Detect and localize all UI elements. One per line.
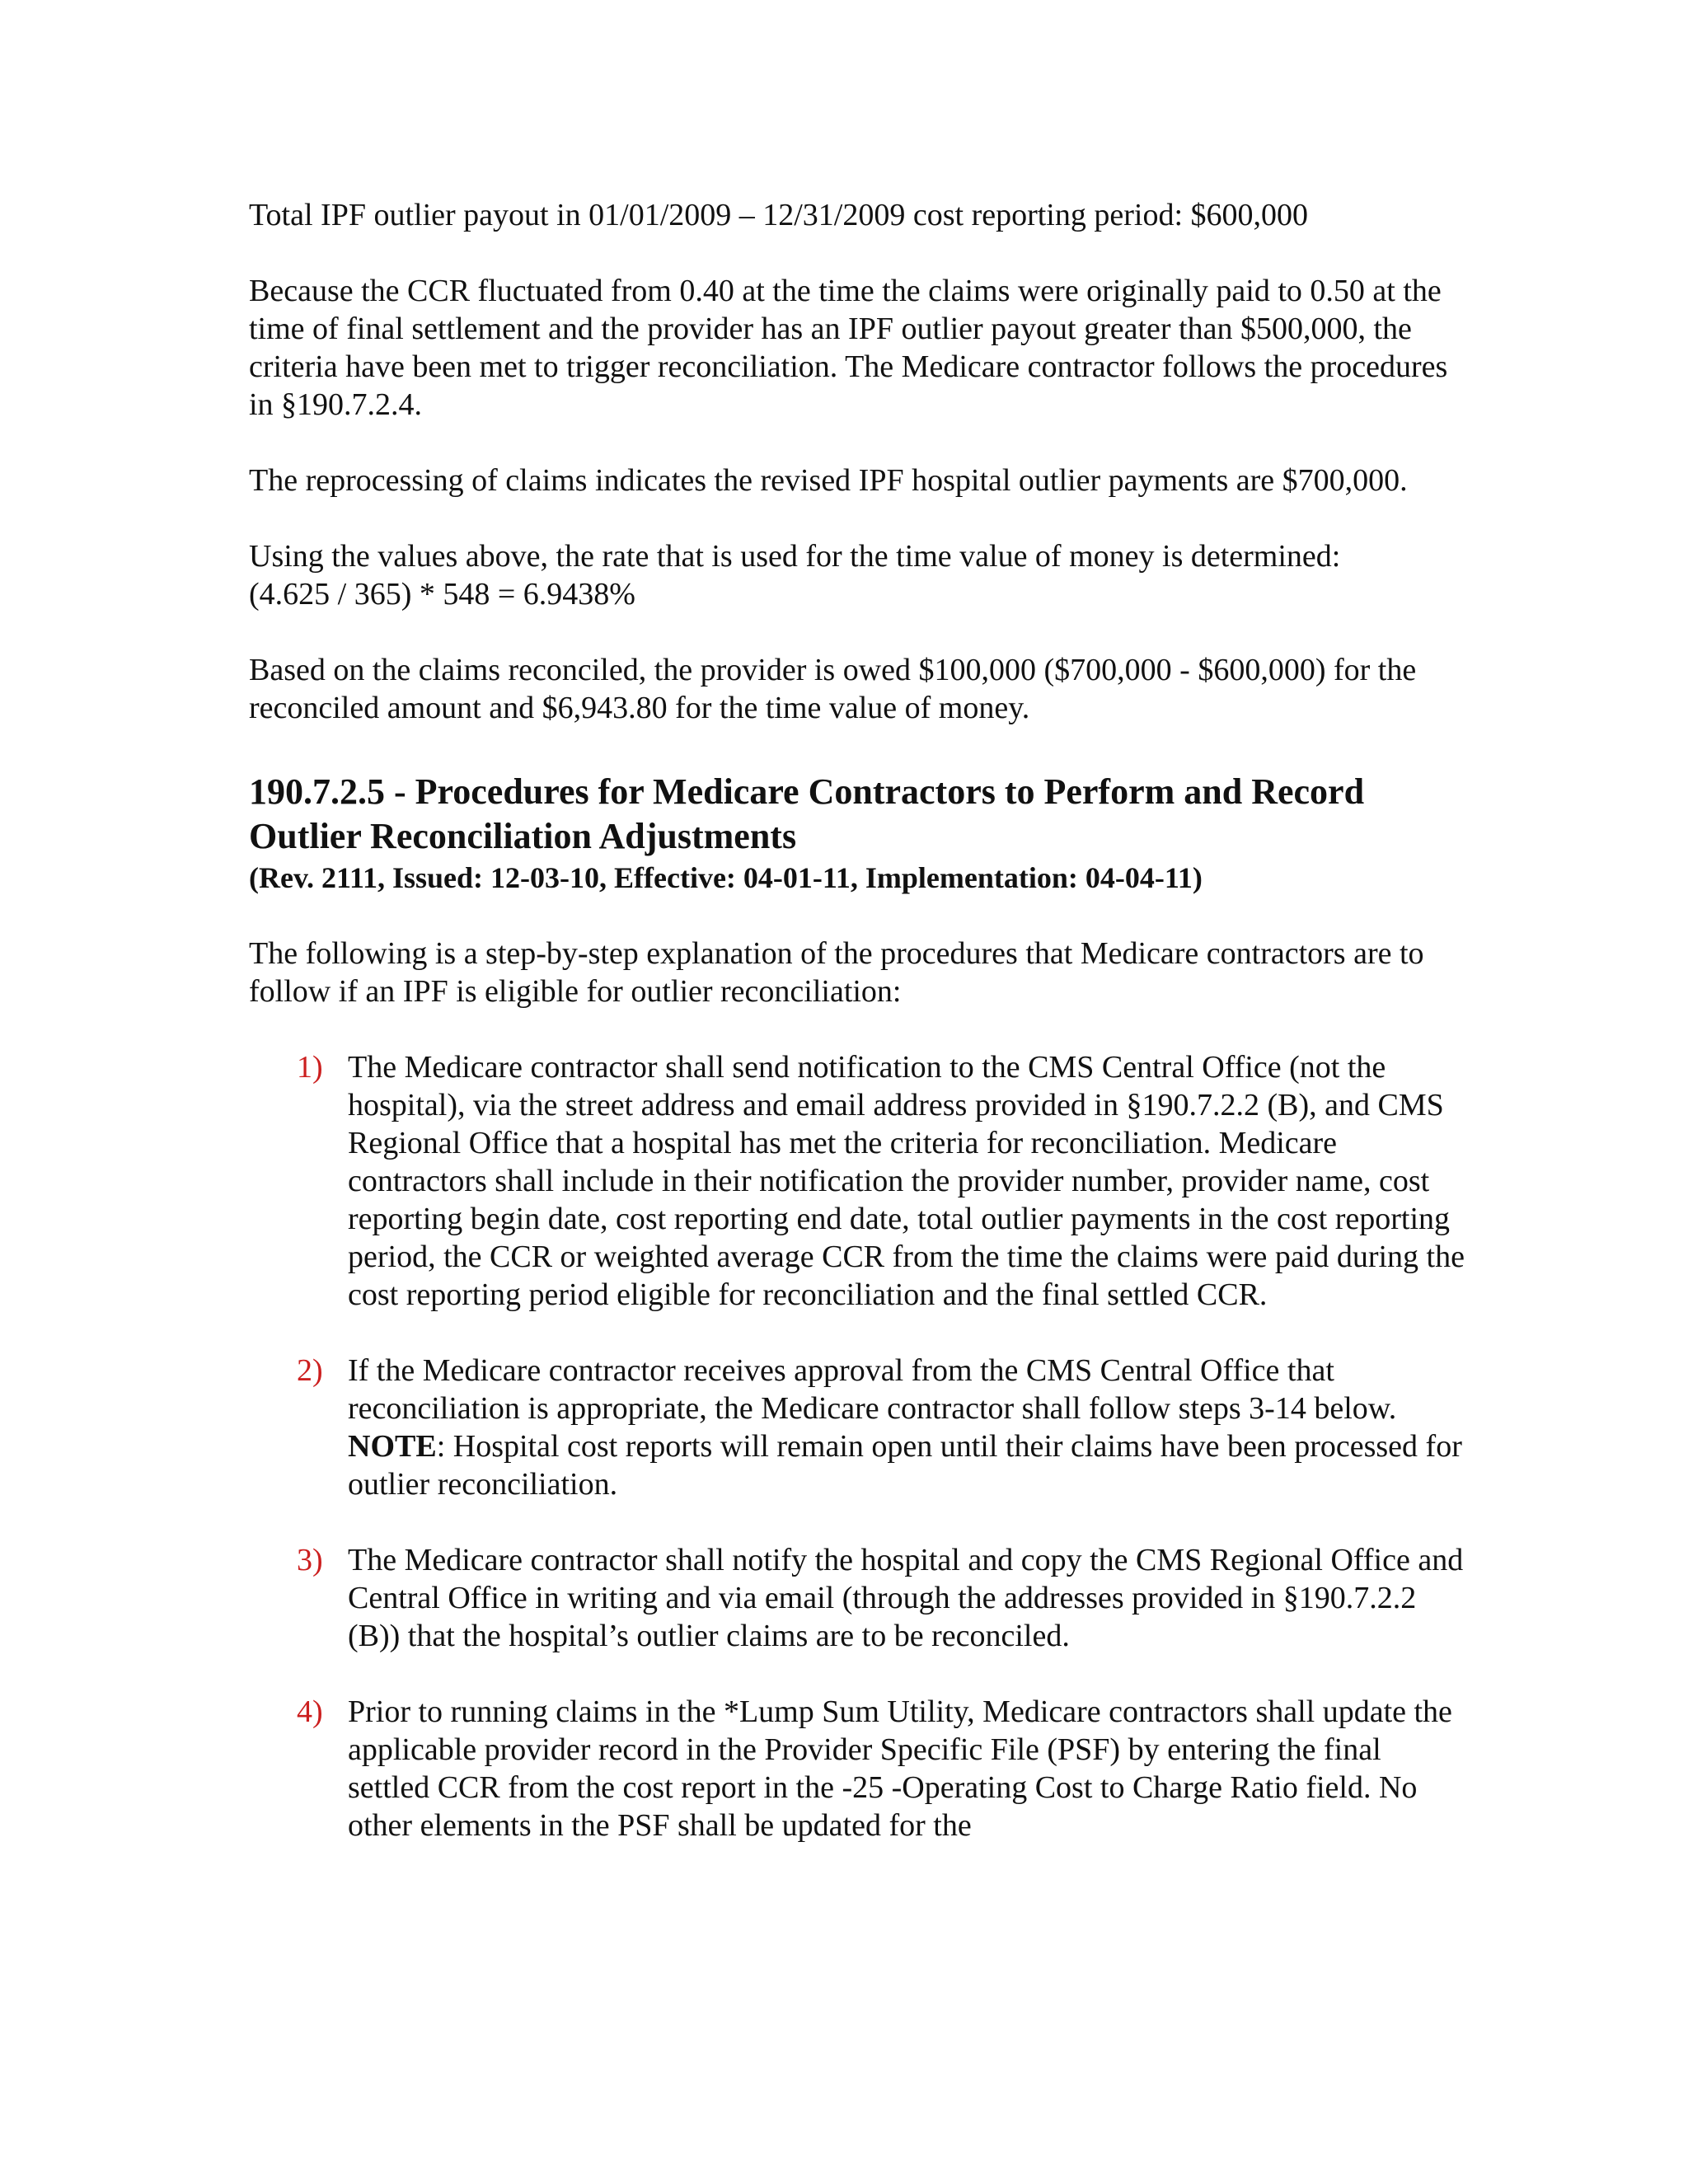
step-number: 1) [297,1050,323,1085]
section-heading: 190.7.2.5 - Procedures for Medicare Contractors to Perform and Record Outlier Reconciliation Adjustments [249,771,1365,856]
step-text: The Medicare contractor shall notify the hospital and copy the CMS Regional Office and Central Office in writing and via email (through the addresses provided in §190.7.2.2 (B)) that the hospital’s outlier claims are to be reconciled. [348,1543,1464,1653]
document-content [249,196,1469,1882]
reprocessing-paragraph: The reprocessing of claims indicates the revised IPF hospital outlier payments are $700,000. [249,463,1408,498]
list-item [249,1693,1469,1844]
based-paragraph: Based on the claims reconciled, the provider is owed $100,000 ($700,000 - $600,000) for the reconciled amount and $6,943.80 for the time value of money. [249,653,1417,725]
payout-paragraph: Total IPF outlier payout in 01/01/2009 – 12/31/2009 cost reporting period: $600,000 [249,198,1309,232]
step-text: The Medicare contractor shall send notification to the CMS Central Office (not the hospital), via the street address and email address provided in §190.7.2.2 (B), and CMS Regional Office that a hospital has met the criteria for reconciliation. Medicare contractors shall include in their notification the provider number, provider name, cost reporting begin date, cost reporting end date, total outlier payments in the cost reporting period, the CCR or weighted average CCR from the time the claims were paid during the cost reporting period eligible for reconciliation and the final settled CCR. [348,1050,1465,1312]
step-text-after: : Hospital cost reports will remain open until their claims have been processed for outlier reconciliation. [348,1429,1462,1502]
step-number: 3) [297,1543,323,1577]
rate-paragraph [249,537,1469,613]
list-item [249,1048,1469,1314]
step-number: 2) [297,1353,323,1388]
ccr-paragraph: Because the CCR fluctuated from 0.40 at the time the claims were originally paid to 0.50 at the time of final settlement and the provider has an IPF outlier payout greater than $500,000, the criteria have been met to trigger reconciliation. The Medicare contractor follows the procedures in §190.7.2.4. [249,274,1448,422]
rate-line-1: Using the values above, the rate that is used for the time value of money is determined: [249,539,1341,574]
step-number: 4) [297,1694,323,1729]
step-text: Prior to running claims in the *Lump Sum Utility, Medicare contractors shall update the applicable provider record in the Provider Specific File (PSF) by entering the final settled CCR from the cost report in the -25 -Operating Cost to Charge Ratio field. No other elements in the PSF shall be updated for the [348,1694,1452,1843]
note-label: NOTE [348,1429,437,1464]
rate-formula: (4.625 / 365) * 548 = 6.9438% [249,577,635,612]
intro-paragraph: The following is a step-by-step explanation of the procedures that Medicare contractors are to follow if an IPF is eligible for outlier reconciliation: [249,936,1424,1009]
revision-line: (Rev. 2111, Issued: 12-03-10, Effective: 04-01-11, Implementation: 04-04-11) [249,861,1203,894]
list-item [249,1352,1469,1503]
step-text-before: If the Medicare contractor receives approval from the CMS Central Office that reconciliation is appropriate, the Medicare contractor shall follow steps 3-14 below. [348,1353,1397,1426]
list-item [249,1541,1469,1655]
steps-list [249,1048,1469,1844]
